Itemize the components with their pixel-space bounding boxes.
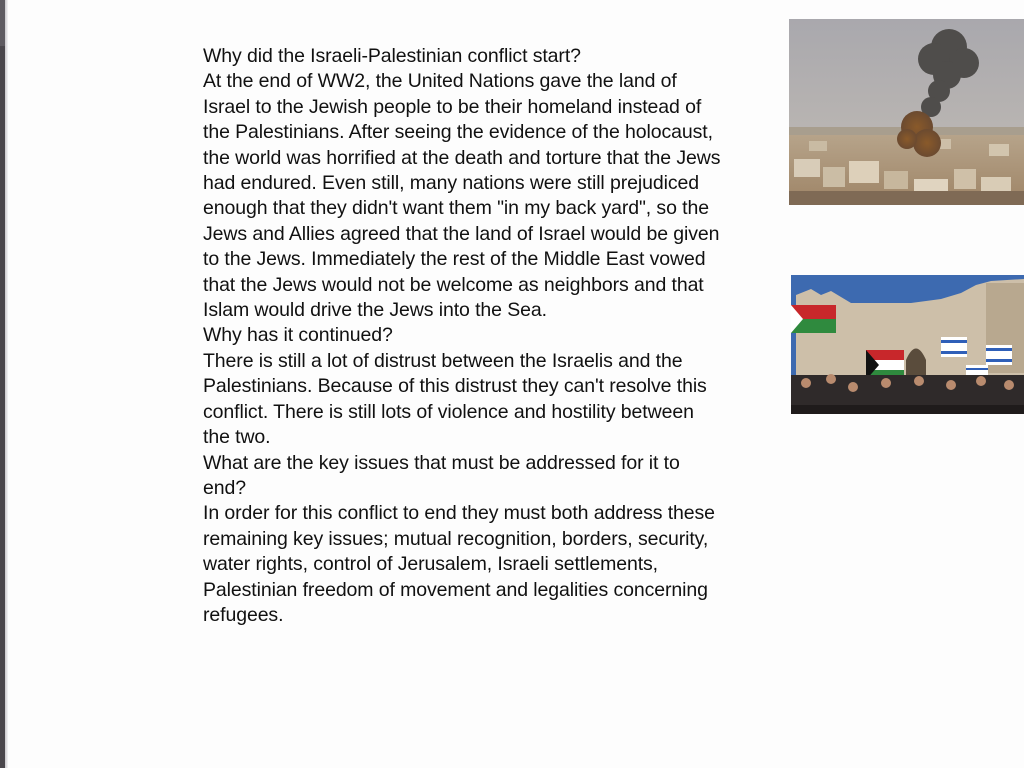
text-line: the two. [203,426,271,449]
text-line: Islam would drive the Jews into the Sea. [203,299,547,322]
text-line: that the Jews would not be welcome as neighbors and that [203,273,704,296]
text-line: Palestinians. Because of this distrust they can't resolve this [203,375,707,398]
text-line: Palestinian freedom of movement and legalities concerning [203,578,708,601]
text-line: conflict. There is still lots of violence and hostility between [203,400,694,423]
text-line: Israel to the Jewish people to be their homeland instead of [203,95,702,118]
text-line: the Palestinians. After seeing the evidence of the holocaust, [203,121,713,144]
heading-key-issues: What are the key issues that must be addressed for it to [203,451,680,474]
heading-key-issues-cont: end? [203,476,246,499]
text-line: water rights, control of Jerusalem, Israeli settlements, [203,553,658,576]
explosion-photo [789,19,1024,205]
protest-photo [791,275,1024,414]
text-line: had endured. Even still, many nations were still prejudiced [203,172,699,195]
text-line: to the Jews. Immediately the rest of the Middle East vowed [203,248,706,271]
text-line: There is still a lot of distrust between the Israelis and the [203,349,683,372]
document-text [203,44,803,628]
text-line: remaining key issues; mutual recognition, borders, security, [203,527,709,550]
explosion-image-icon [789,19,1024,205]
text-line: the world was horrified at the death and torture that the Jews [203,146,721,169]
heading-why-continued: Why has it continued? [203,324,393,347]
text-line: refugees. [203,603,284,626]
heading-why-start: Why did the Israeli-Palestinian conflict start? [203,45,581,67]
text-line: In order for this conflict to end they must both address these [203,502,715,525]
protest-image-icon [791,275,1024,414]
text-line: At the end of WW2, the United Nations gave the land of [203,70,677,93]
text-line: Jews and Allies agreed that the land of Israel would be given [203,222,720,245]
text-line: enough that they didn't want them "in my back yard", so the [203,197,709,220]
